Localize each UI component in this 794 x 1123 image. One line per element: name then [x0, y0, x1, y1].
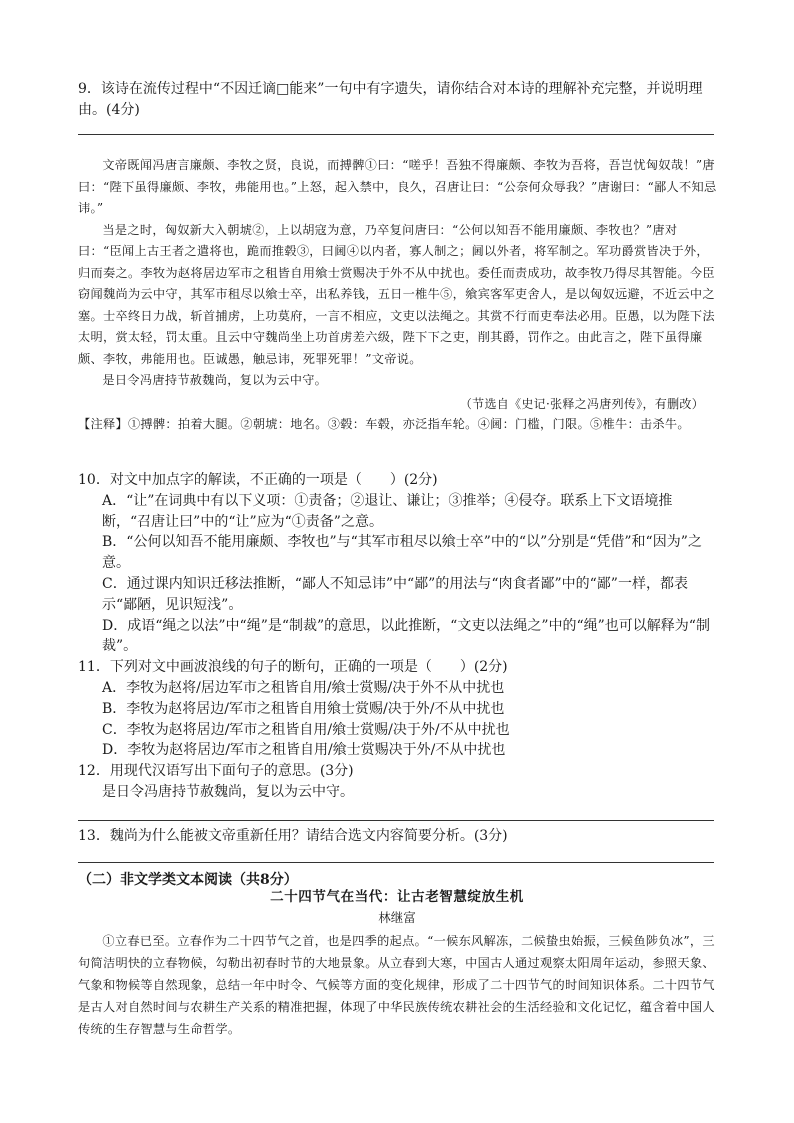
passage-source: （节选自《史记·张释之冯唐列传》，有删改） [459, 396, 704, 411]
question-11-option-c: C．李牧为赵将居边/军市之租皆自用/飨士赏赐/决于外/不从中扰也 [102, 721, 510, 738]
question-13: 13．魏尚为什么能被文帝重新任用？请结合选文内容简要分析。(3分) [78, 828, 508, 844]
passage-paragraph-1: 文帝既闻冯唐言廉颇、李牧之贤，良说，而搏髀①曰：“嗟乎！吾独不得廉颇、李牧为吾将，吾岂忧匈奴哉！”唐曰：“陛下虽得廉颇、李牧，弗能用也。”上怒，起入禁中，良久，召唐让曰：“公奈何众辱我？”唐谢曰：“鄙人不知忌讳。” [78, 158, 717, 215]
question-11-stem: 11．下列对文中画波浪线的句子的断句，正确的一项是（ ）(2分) [78, 659, 508, 676]
passage-notes: 【注释】①搏髀：拍着大腿。②朝㙈：地名。③毂：车毂，亦泛指车轮。④阃：门槛，门限。⑤椎牛：击杀牛。 [78, 416, 690, 431]
question-12-stem: 12．用现代汉语写出下面句子的意思。(3分) [78, 763, 354, 780]
passage-paragraph-3: 是日令冯唐持节赦魏尚，复以为云中守。 [102, 373, 328, 387]
question-9: 9．该诗在流传过程中“不因迁谪□能来”一句中有字遗失，请你结合对本诗的理解补充完整，并说明理由。(4分) [78, 81, 703, 118]
classical-passage [78, 155, 718, 435]
article-title: 二十四节气在当代：让古老智慧绽放生机 [270, 889, 524, 905]
questions-10-12 [78, 470, 718, 803]
question-10-stem: 10．对文中加点字的解读，不正确的一项是（ ）(2分) [78, 472, 438, 488]
answer-line-q13 [78, 862, 714, 863]
question-11-option-b: B．李牧为赵将居边/军市之租皆自用飨士赏赐/决于外/不从中扰也 [102, 700, 505, 717]
article-paragraph-1: ①立春已至。立春作为二十四节气之首，也是四季的起点。“一候东风解冻，二候蛰虫始振，三候鱼陟负冰”，三句简洁明快的立春物候，勾勒出初春时节的大地景象。从立春到大寒，中国古人通过观察太阳周年运动，参照天象、气象和物候等自然现象，总结一年中时令、气候等方面的变化规律，形成了二十四节气的时间知识体系。二十四节气是古人对自然时间与农耕生产关系的精准把握，体现了中华民族传统农耕社会的生活经验和文化记忆，蕴含着中国人传统的生存智慧与生命哲学。 [78, 934, 715, 1036]
question-11-option-d: D．李牧为赵将居边/军市之租皆自用/飨士赏赐决于外/不从中扰也 [102, 742, 506, 759]
answer-line-q12 [78, 820, 714, 821]
answer-line-q9 [78, 134, 714, 135]
question-10-option-c: C．通过课内知识迁移法推断，“鄙人不知忌讳”中“鄙”的用法与“肉食者鄙”中的“鄙”一样，都表示“鄙陋，见识短浅”。 [102, 575, 688, 613]
question-11-option-a: A．李牧为赵将/居边军市之租皆自用/飨士赏赐/决于外不从中扰也 [102, 679, 505, 696]
article-body [78, 930, 718, 1040]
section-heading: （二）非文学类文本阅读（共8分） [78, 872, 298, 888]
question-10-option-b: B．“公何以知吾不能用廉颇、李牧也”与“其军市租尽以飨士卒”中的“以”分别是“凭借”和“因为”之意。 [102, 534, 702, 572]
question-12-sentence: 是日令冯唐持节赦魏尚，复以为云中守。 [102, 783, 354, 800]
question-10-option-a: A．“让”在词典中有以下义项：①责备；②退让、谦让；③推举；④侵夺。联系上下文语境推断，“召唐让曰”中的“让”应为“①责备”之意。 [102, 492, 673, 530]
passage-paragraph-2: 当是之时，匈奴新大入朝㙈②，上以胡寇为意，乃卒复问唐曰：“公何以知吾不能用廉颇、李牧也？”唐对曰：“臣闻上古王者之遣将也，跪而推毂③，曰阃④以内者，寡人制之；阃以外者，将军制之。军功爵赏皆决于外，归而奏之。李牧为赵将居边军市之租皆自用飨士赏赐决于外不从中扰也。委任而责成功，故李牧乃得尽其智能。今臣窃闻魏尚为云中守，其军市租尽以飨士卒，出私养钱，五日一椎牛⑤，飨宾客军吏舍人，是以匈奴远避，不近云中之塞。士卒终日力战，斩首捕虏，上功莫府，一言不相应，文吏以法绳之。其赏不行而吏奉法必用。臣愚，以为陛下法太明，赏太轻，罚太重。且云中守魏尚坐上功首虏差六级，陛下下之吏，削其爵，罚作之。由此言之，陛下虽得廉颇、李牧，弗能用也。臣诚愚，触忌讳，死罪死罪！”文帝说。 [78, 222, 715, 366]
article-author: 林继富 [378, 910, 416, 925]
question-10-option-d: D．成语“绳之以法”中“绳”是“制裁”的意思，以此推断，“文吏以法绳之”中的“绳”也可以解释为“制裁”。 [102, 617, 710, 655]
